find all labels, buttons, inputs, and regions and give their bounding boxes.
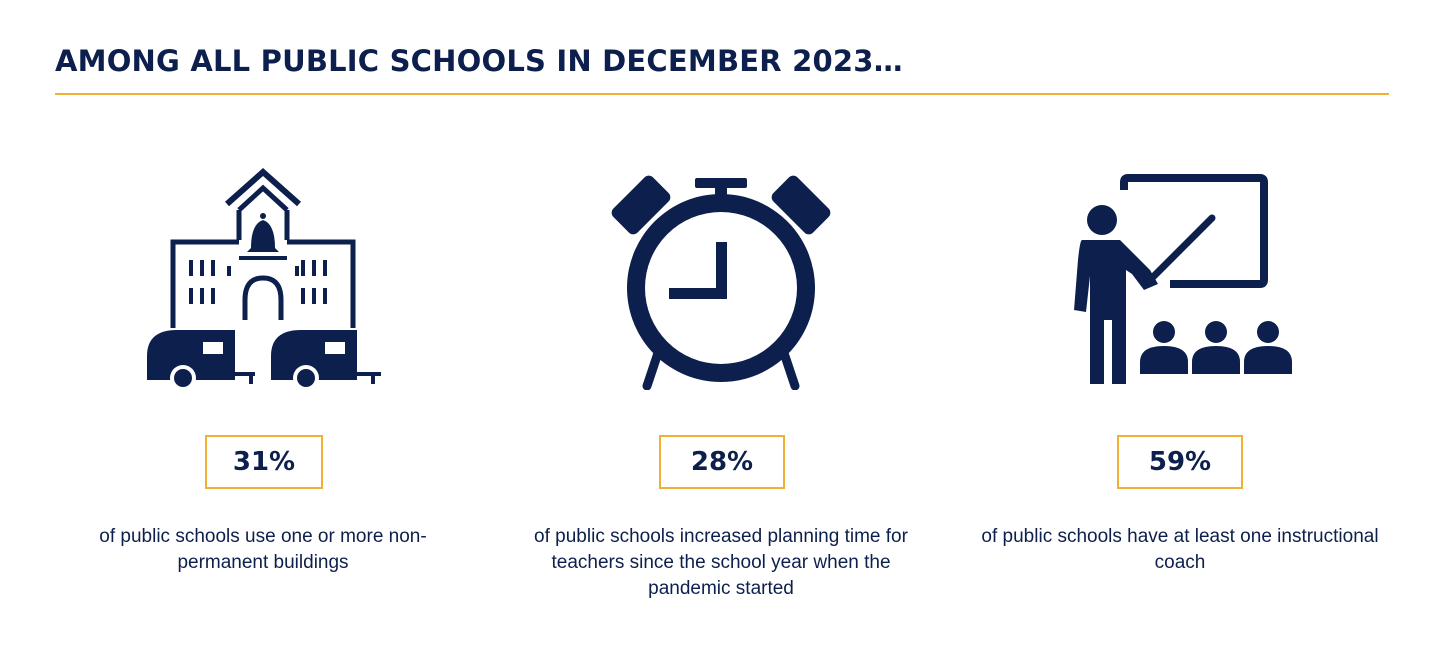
caption-line: of public schools have at least one instructional — [981, 526, 1379, 547]
stat-value: 28% — [690, 447, 754, 477]
stat-value-box — [1117, 435, 1243, 489]
stat-value: 31% — [232, 447, 296, 477]
caption-line: teachers since the school year when the — [551, 552, 891, 573]
stat-value-box — [659, 435, 785, 489]
school-building-with-trailers-icon — [33, 160, 493, 400]
stat-caption — [950, 524, 1410, 576]
stat-value-box — [205, 435, 323, 489]
caption-line: of public schools increased planning time for — [534, 526, 908, 547]
caption-line: of public schools use one or more non- — [99, 526, 427, 547]
caption-line: pandemic started — [648, 578, 794, 599]
alarm-clock-icon — [491, 160, 951, 400]
caption-line: coach — [1154, 552, 1206, 573]
teacher-at-whiteboard-icon — [950, 160, 1410, 400]
title-underline — [55, 93, 1389, 95]
stat-caption — [491, 524, 951, 602]
page-title: AMONG ALL PUBLIC SCHOOLS IN DECEMBER 2023… — [55, 44, 903, 78]
stat-value: 59% — [1148, 447, 1212, 477]
stat-caption — [33, 524, 493, 576]
caption-line: permanent buildings — [177, 552, 349, 573]
